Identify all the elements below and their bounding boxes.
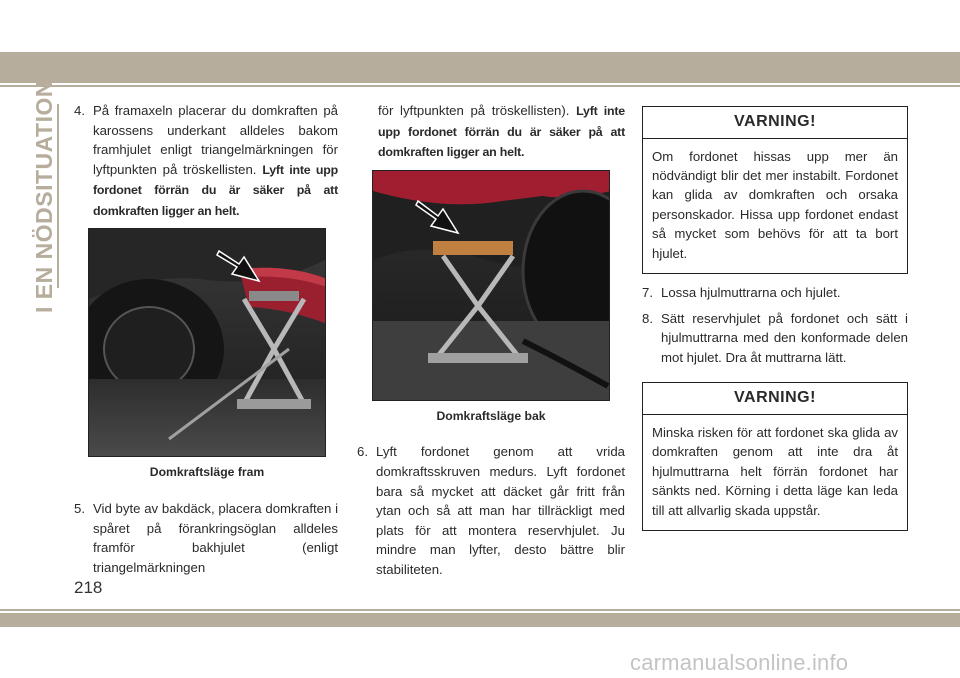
step-5 <box>74 499 338 577</box>
header-band <box>0 52 960 83</box>
column-3 <box>642 106 908 531</box>
step-number: 8. <box>642 310 653 326</box>
column-2 <box>357 101 625 580</box>
step-8 <box>642 309 908 368</box>
step-number: 7. <box>642 285 653 301</box>
step-text: Sätt reservhjulet på fordonet och sätt i hjulmuttrarna med den konformade delen mot hjulet. Dra åt muttrarna lätt. <box>661 310 908 365</box>
step-number: 6. <box>357 444 368 460</box>
step-text: Vid byte av bakdäck, placera domkraften i spåret på förankringsöglan alldeles framför bakhjulet (enligt triangelmärkningen <box>93 501 338 575</box>
section-tab-rule <box>57 104 59 288</box>
column-1 <box>74 101 338 578</box>
warning-title: VARNING! <box>643 107 907 139</box>
warning-box-2 <box>642 382 908 531</box>
warning-box-1 <box>642 106 908 274</box>
photo-jack-rear <box>372 170 610 401</box>
continued-emphasis: Lyft inte upp fordonet förrän du är säker på att domkraften ligger an helt. <box>378 104 625 160</box>
step-number: 4. <box>74 103 85 118</box>
jack-front-illustration <box>89 229 326 456</box>
footer-band <box>0 613 960 627</box>
warning-text: Om fordonet hissas upp mer än nödvändigt blir det mer instabilt. Fordonet kan glida av domkraften och orsaka personskador. Hissa upp fordonet endast så mycket som behövs för att ta bort hjulet. <box>652 148 898 261</box>
step-emphasis: Lyft inte upp fordonet förrän du är säker på att domkraften ligger an helt. <box>93 162 338 218</box>
jack-rear-illustration <box>373 171 610 400</box>
figure-front <box>88 228 326 483</box>
figure-rear <box>372 170 610 427</box>
page-number: 218 <box>74 578 103 597</box>
warning-text: Minska risken för att fordonet ska glida av domkraften genom att inte dra åt hjulmuttrarna helt förrän fordonet har sänkts ned. Körning i detta läge kan leda till att allvarlig skada uppstår. <box>652 425 898 518</box>
continued-text: för lyftpunkten på tröskellisten). <box>378 103 570 118</box>
step-4 <box>74 101 338 222</box>
step-6 <box>357 442 625 579</box>
footer-rule <box>0 609 960 611</box>
photo-jack-front <box>88 228 326 457</box>
photo-caption: Domkraftsläge bak <box>436 408 546 423</box>
step-text: Lyft fordonet genom att vrida domkraftsskruven medurs. Lyft fordonet bara så mycket att däcket går fritt från ytan och så att man har tillräckligt med plats för att montera reservhjulet. Ju mindre man lyfter, desto bättre blir stabiliteten. <box>376 444 625 577</box>
watermark: carmanualsonline.info <box>630 650 849 675</box>
step-text: Lossa hjulmuttrarna och hjulet. <box>661 285 841 301</box>
step-text: På framaxeln placerar du domkraften på karossens underkant alldeles bakom framhjulet enligt triangelmärkningen för lyftpunkten på tröskellisten. <box>93 103 338 177</box>
step-7 <box>642 283 908 303</box>
header-rule <box>0 85 960 87</box>
step-number: 5. <box>74 501 85 517</box>
photo-caption: Domkraftsläge fram <box>149 464 265 479</box>
warning-title: VARNING! <box>643 383 907 415</box>
section-tab-label: I EN NÖDSITUATION <box>30 79 57 313</box>
